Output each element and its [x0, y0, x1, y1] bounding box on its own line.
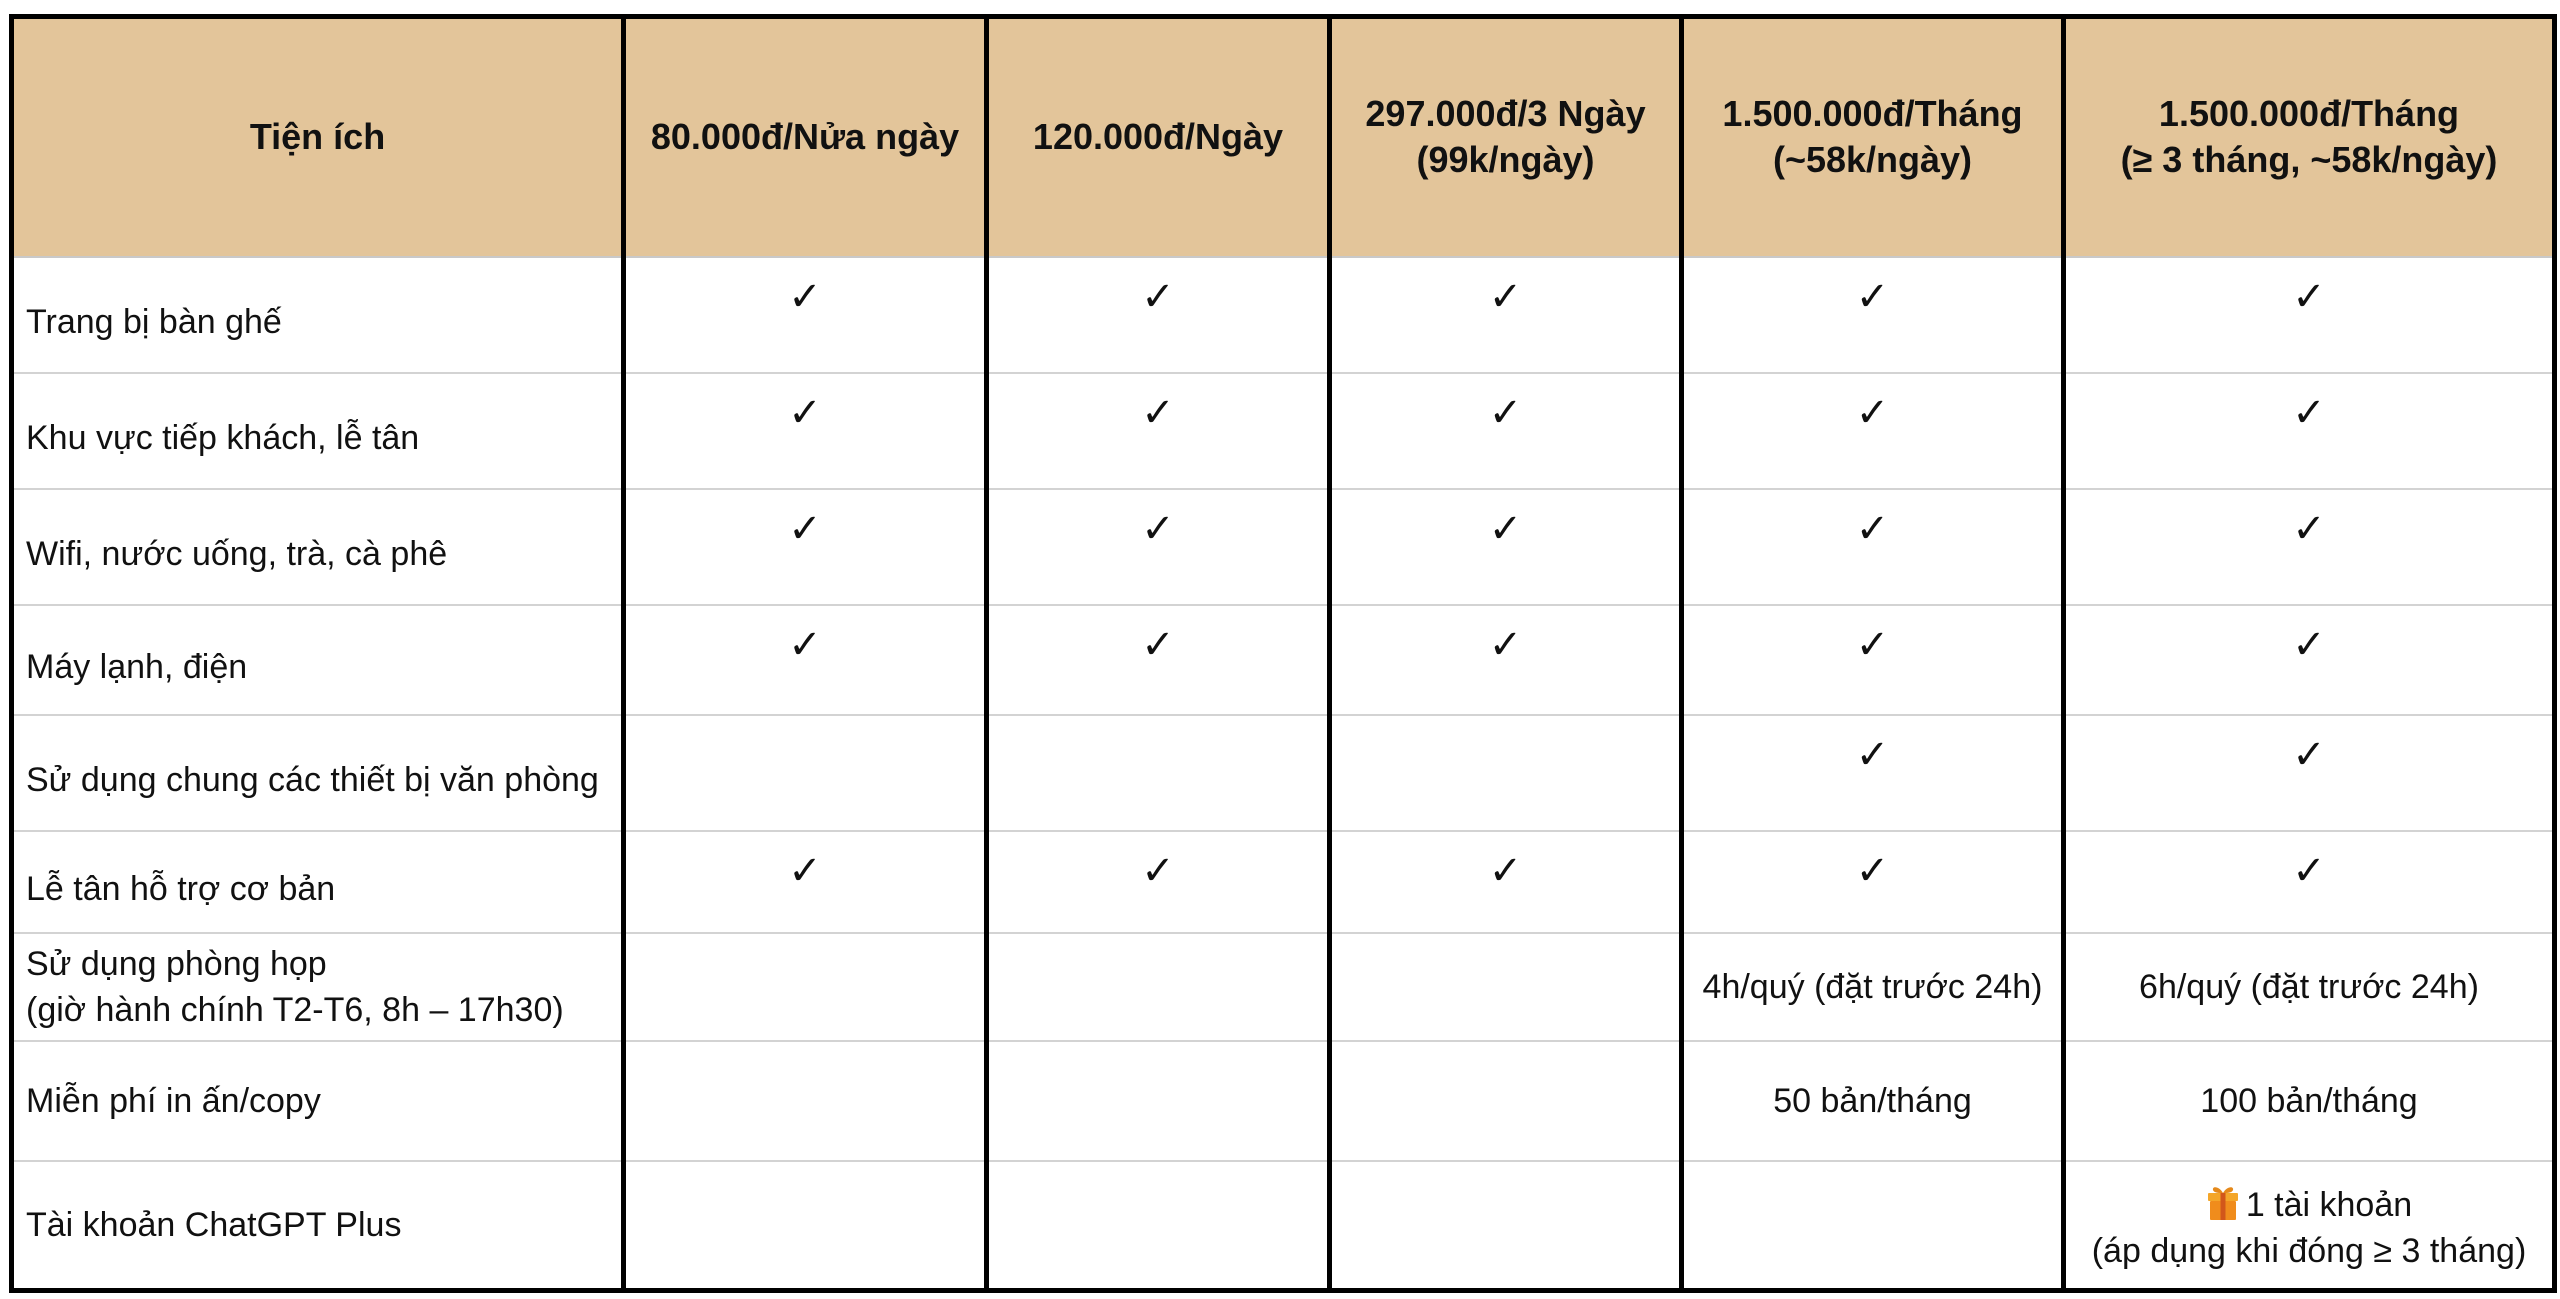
check-mark-icon: ✓: [987, 257, 1330, 373]
check-mark-icon: ✓: [1682, 257, 2064, 373]
table-row: [12, 373, 2555, 489]
empty-cell: [1330, 933, 1682, 1041]
feature-label-line1: Sử dụng phòng họp: [26, 944, 327, 983]
check-mark-icon: ✓: [987, 605, 1330, 715]
feature-label: Sử dụng chung các thiết bị văn phòng: [12, 715, 624, 831]
feature-label: Máy lạnh, điện: [12, 605, 624, 715]
check-mark-icon: ✓: [624, 257, 987, 373]
check-mark-icon: ✓: [1682, 489, 2064, 605]
meeting-room-quota: 4h/quý (đặt trước 24h): [1682, 933, 2064, 1041]
header-cell-three-days: 297.000đ/3 Ngày (99k/ngày): [1330, 17, 1682, 257]
pricing-comparison-table: [9, 14, 2557, 1293]
feature-label: Wifi, nước uống, trà, cà phê: [12, 489, 624, 605]
check-mark-icon: ✓: [1330, 257, 1682, 373]
check-mark-icon: ✓: [987, 831, 1330, 933]
check-mark-icon: ✓: [2064, 489, 2555, 605]
header-cell-day: 120.000đ/Ngày: [987, 17, 1330, 257]
check-mark-icon: ✓: [987, 489, 1330, 605]
empty-cell: [624, 933, 987, 1041]
feature-label-line2: (giờ hành chính T2-T6, 8h – 17h30): [26, 990, 564, 1029]
feature-label: [12, 933, 624, 1041]
print-quota: 50 bản/tháng: [1682, 1041, 2064, 1161]
check-mark-icon: ✓: [2064, 831, 2555, 933]
table-row: [12, 1161, 2555, 1291]
check-mark-icon: ✓: [1682, 373, 2064, 489]
feature-label: Lễ tân hỗ trợ cơ bản: [12, 831, 624, 933]
check-mark-icon: ✓: [624, 373, 987, 489]
gift-line: [2066, 1182, 2552, 1228]
check-mark-icon: ✓: [2064, 257, 2555, 373]
feature-label: Miễn phí in ấn/copy: [12, 1041, 624, 1161]
check-mark-icon: ✓: [2064, 605, 2555, 715]
check-mark-icon: ✓: [1330, 489, 1682, 605]
gift-icon: [2206, 1184, 2240, 1222]
check-mark-icon: ✓: [1682, 605, 2064, 715]
table-row: [12, 257, 2555, 373]
table-row: [12, 715, 2555, 831]
check-mark-icon: ✓: [2064, 373, 2555, 489]
feature-label: Tài khoản ChatGPT Plus: [12, 1161, 624, 1291]
feature-label: Khu vực tiếp khách, lễ tân: [12, 373, 624, 489]
check-mark-icon: ✓: [624, 831, 987, 933]
empty-cell: [1330, 1161, 1682, 1291]
check-mark-icon: ✓: [1682, 831, 2064, 933]
check-mark-icon: ✓: [1330, 605, 1682, 715]
table-row: [12, 1041, 2555, 1161]
check-mark-icon: ✓: [2064, 715, 2555, 831]
table-row: [12, 831, 2555, 933]
empty-cell: [987, 715, 1330, 831]
table-row: [12, 933, 2555, 1041]
empty-cell: [987, 1041, 1330, 1161]
empty-cell: [624, 1161, 987, 1291]
table-row: [12, 489, 2555, 605]
chatgpt-account-cell: [2064, 1161, 2555, 1291]
check-mark-icon: ✓: [624, 489, 987, 605]
check-mark-icon: ✓: [1330, 373, 1682, 489]
check-mark-icon: ✓: [624, 605, 987, 715]
header-cell-month-3-plus: 1.500.000đ/Tháng (≥ 3 tháng, ~58k/ngày): [2064, 17, 2555, 257]
meeting-room-quota: 6h/quý (đặt trước 24h): [2064, 933, 2555, 1041]
header-row: [12, 17, 2555, 257]
empty-cell: [1330, 1041, 1682, 1161]
gift-condition: (áp dụng khi đóng ≥ 3 tháng): [2091, 1231, 2527, 1270]
empty-cell: [987, 1161, 1330, 1291]
check-mark-icon: ✓: [987, 373, 1330, 489]
empty-cell: [1682, 1161, 2064, 1291]
header-cell-amenities: Tiện ích: [12, 17, 624, 257]
check-mark-icon: ✓: [1330, 831, 1682, 933]
empty-cell: [624, 1041, 987, 1161]
empty-cell: [1330, 715, 1682, 831]
table-row: [12, 605, 2555, 715]
feature-label: Trang bị bàn ghế: [12, 257, 624, 373]
check-mark-icon: ✓: [1682, 715, 2064, 831]
header-cell-half-day: 80.000đ/Nửa ngày: [624, 17, 987, 257]
print-quota: 100 bản/tháng: [2064, 1041, 2555, 1161]
gift-text: 1 tài khoản: [2245, 1185, 2413, 1224]
header-cell-month: 1.500.000đ/Tháng (~58k/ngày): [1682, 17, 2064, 257]
empty-cell: [987, 933, 1330, 1041]
empty-cell: [624, 715, 987, 831]
